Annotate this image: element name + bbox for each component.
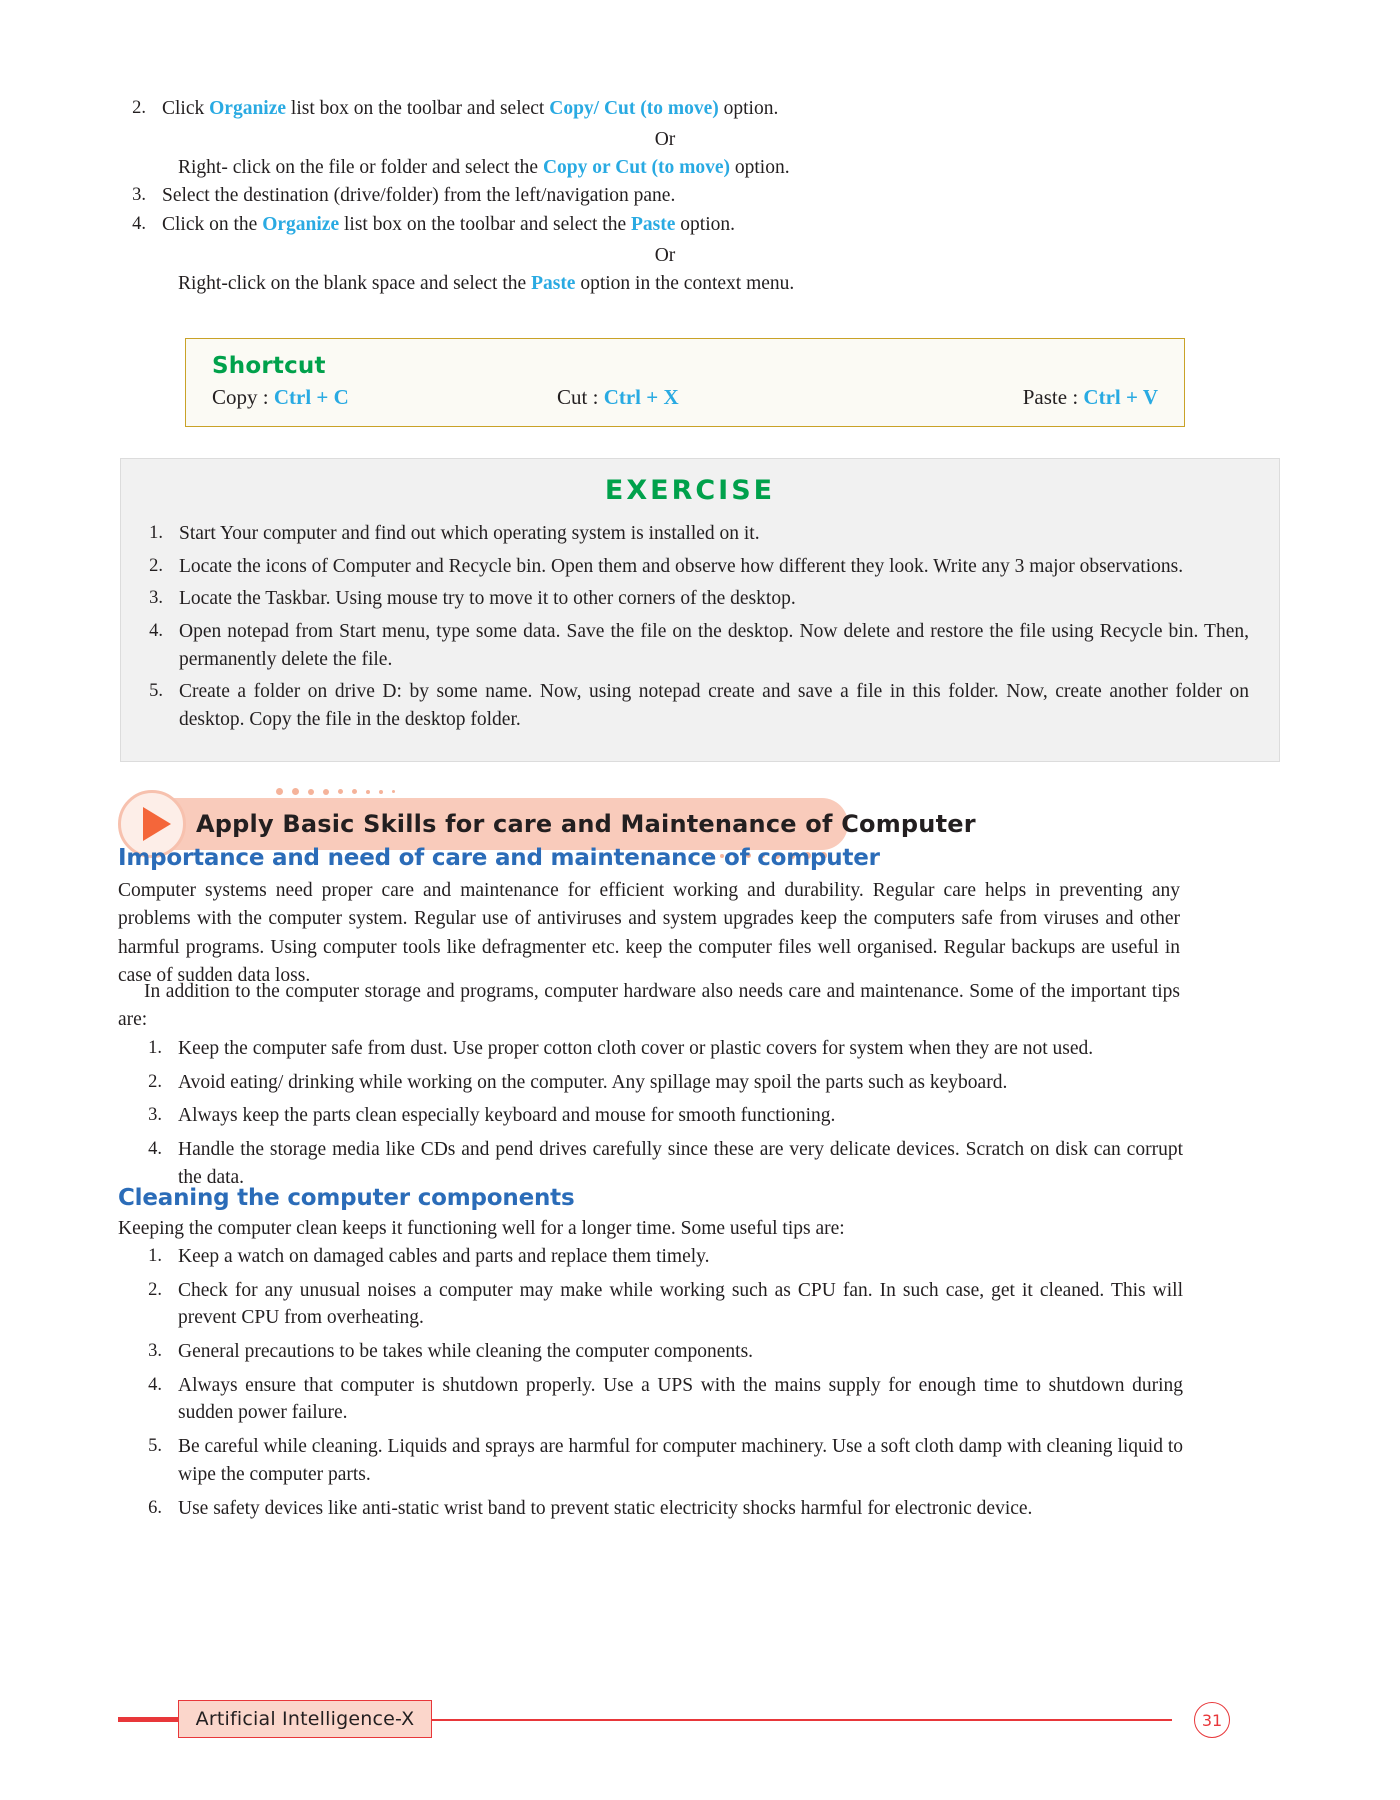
list-item-number: 4. xyxy=(149,621,163,642)
keyword-text: Organize xyxy=(262,214,340,236)
paragraph-importance-1: Computer systems need proper care and maintenance for efficient working and durability. Regular care helps in preventing any problems with the computer system. Regular use of antiviruses and system upgrades keep the computers safe from viruses and other harmful programs. Using computer tools like defragmenter etc. keep the computer files well organised. Regular backups are useful in case of sudden data loss. xyxy=(118,880,1180,986)
list-item xyxy=(131,520,1249,548)
list-item-number: 4. xyxy=(148,1139,162,1160)
list-item-text: Always ensure that computer is shutdown properly. Use a UPS with the mains supply for enough time to shutdown during sudden power failure. xyxy=(178,1374,1183,1424)
list-item xyxy=(120,95,1180,123)
shortcut-box xyxy=(185,338,1185,427)
shortcut-row xyxy=(212,385,1158,410)
decorative-dot xyxy=(338,789,343,794)
list-item xyxy=(128,1372,1183,1427)
list-item xyxy=(128,1338,1183,1366)
decorative-dot xyxy=(379,790,383,794)
shortcut-cut-keys: Ctrl + X xyxy=(603,385,679,409)
list-item xyxy=(131,553,1249,581)
list-item-text: Click Organize list box on the toolbar and select Copy/ Cut (to move) option. xyxy=(162,98,779,119)
list-item-text: Handle the storage media like CDs and pend drives carefully since these are very delicate devices. Scratch on disk can corrupt the data. xyxy=(178,1139,1183,1188)
heading-cleaning: Cleaning the computer components xyxy=(118,1185,575,1211)
shortcut-copy xyxy=(212,385,557,410)
list-item-number: 2. xyxy=(148,1279,162,1300)
list-item-number: 1. xyxy=(148,1246,162,1266)
banner-dots-top-decoration xyxy=(276,788,396,796)
keyword-text: Organize xyxy=(209,98,287,119)
list-item-number: 3. xyxy=(148,1341,162,1362)
keyword-text: Copy or Cut (to move) xyxy=(542,156,730,178)
decorative-dot xyxy=(292,788,299,795)
decorative-dot xyxy=(352,789,357,794)
list-item xyxy=(128,1136,1183,1191)
list-item-number: 5. xyxy=(148,1436,162,1457)
list-item-text: Click on the Organize list box on the toolbar and select the Paste option. xyxy=(162,214,735,236)
decorative-dot xyxy=(276,788,283,795)
decorative-dot xyxy=(308,789,314,795)
list-item-text: Check for any unusual noises a computer may make while working such as CPU fan. In such case, get it cleaned. This will prevent CPU from overheating. xyxy=(178,1279,1183,1329)
list-item-number: 1. xyxy=(149,523,163,543)
list-item-text: Use safety devices like anti-static wrist band to prevent static electricity shocks harmful for electronic device. xyxy=(178,1497,1033,1519)
list-item-text: Locate the Taskbar. Using mouse try to move it to other corners of the desktop. xyxy=(179,588,796,610)
decorative-dot xyxy=(323,789,329,795)
or-separator-2: Or xyxy=(654,245,676,266)
list-item xyxy=(128,1433,1183,1488)
list-item-text: Select the destination (drive/folder) from the left/navigation pane. xyxy=(162,184,676,206)
step-4-alternative: Right-click on the blank space and select the Paste option in the context menu. xyxy=(178,273,795,295)
list-item-text: Keep a watch on damaged cables and parts and replace them timely. xyxy=(178,1246,710,1267)
cleaning-tips-list xyxy=(128,1243,1183,1528)
step-2-alternative: Right- click on the file or folder and select the Copy or Cut (to move) option. xyxy=(178,156,790,178)
list-item xyxy=(131,678,1249,733)
list-item-text: Avoid eating/ drinking while working on the computer. Any spillage may spoil the parts such as keyboard. xyxy=(178,1071,1008,1093)
list-item-text: Start Your computer and find out which operating system is installed on it. xyxy=(179,523,760,544)
list-item-text: Create a folder on drive D: by some name. Now, using notepad create and save a file in this folder. Now, create another folder on desktop. Copy the file in the desktop folder. xyxy=(179,681,1249,731)
shortcut-paste-keys: Ctrl + V xyxy=(1083,385,1158,409)
list-item xyxy=(128,1035,1183,1063)
list-item-number: 3. xyxy=(149,588,163,609)
list-item-number: 4. xyxy=(132,214,146,235)
list-item xyxy=(128,1277,1183,1332)
list-item xyxy=(128,1495,1183,1523)
play-triangle-icon xyxy=(143,807,171,841)
exercise-box xyxy=(120,458,1280,762)
list-item xyxy=(120,182,1180,210)
list-item-text: General precautions to be takes while cleaning the computer components. xyxy=(178,1341,754,1363)
list-item-number: 6. xyxy=(148,1497,162,1518)
decorative-dot xyxy=(366,790,370,794)
heading-importance: Importance and need of care and maintenance of computer xyxy=(118,845,880,871)
paragraph-importance-2: In addition to the computer storage and programs, computer hardware also needs care and maintenance. Some of the important tips are: xyxy=(118,981,1180,1031)
shortcut-cut-label: Cut : xyxy=(557,385,604,409)
shortcut-paste-label: Paste : xyxy=(1022,385,1084,409)
shortcut-copy-keys: Ctrl + C xyxy=(273,385,349,409)
list-item-text: Be careful while cleaning. Liquids and sprays are harmful for computer machinery. Use a soft cloth damp with cleaning liquid to wipe the computer parts. xyxy=(178,1436,1183,1485)
list-item-text: Keep the computer safe from dust. Use proper cotton cloth cover or plastic covers for system when they are not used. xyxy=(178,1038,1094,1059)
shortcut-cut xyxy=(557,385,842,410)
page-footer xyxy=(0,1690,1400,1750)
shortcut-paste xyxy=(842,385,1158,410)
hardware-tips-list xyxy=(128,1035,1183,1197)
list-item xyxy=(120,211,1180,239)
exercise-list xyxy=(131,520,1249,734)
paragraph-cleaning-intro: Keeping the computer clean keeps it functioning well for a longer time. Some useful tips are: xyxy=(118,1218,845,1239)
list-item xyxy=(128,1069,1183,1097)
list-item-number: 4. xyxy=(148,1374,162,1395)
keyword-text: Paste xyxy=(631,214,676,236)
banner-title: Apply Basic Skills for care and Maintenance of Computer xyxy=(196,810,976,838)
or-separator-1: Or xyxy=(654,128,676,150)
list-item-number: 3. xyxy=(148,1105,162,1126)
copy-paste-steps xyxy=(120,95,1180,298)
list-item xyxy=(131,618,1249,673)
list-item-number: 1. xyxy=(148,1038,162,1058)
shortcut-title: Shortcut xyxy=(212,353,326,379)
list-item-number: 2. xyxy=(132,98,146,118)
footer-book-title: Artificial Intelligence-X xyxy=(195,1708,415,1730)
decorative-dot xyxy=(392,790,395,793)
exercise-title: EXERCISE xyxy=(604,475,776,506)
list-item-text: Open notepad from Start menu, type some data. Save the file on the desktop. Now delete and restore the file using Recycle bin. Then, permanently delete the file. xyxy=(179,621,1249,670)
list-item-text: Always keep the parts clean especially keyboard and mouse for smooth functioning. xyxy=(178,1105,836,1127)
list-item-number: 2. xyxy=(148,1071,162,1092)
list-item-number: 3. xyxy=(132,184,146,205)
footer-rule-right xyxy=(432,1719,1172,1721)
list-item-text: Locate the icons of Computer and Recycle bin. Open them and observe how different they look. Write any 3 major observations. xyxy=(179,555,1184,577)
list-item xyxy=(128,1243,1183,1271)
footer-book-badge xyxy=(178,1700,432,1738)
list-item-number: 2. xyxy=(149,555,163,576)
footer-rule-left xyxy=(118,1717,178,1722)
shortcut-copy-label: Copy : xyxy=(212,385,274,409)
keyword-text: Copy/ Cut (to move) xyxy=(549,98,719,119)
page-number-badge: 31 xyxy=(1194,1702,1230,1738)
list-item xyxy=(128,1102,1183,1130)
list-item-number: 5. xyxy=(149,681,163,702)
keyword-text: Paste xyxy=(531,273,576,295)
list-item xyxy=(131,585,1249,613)
